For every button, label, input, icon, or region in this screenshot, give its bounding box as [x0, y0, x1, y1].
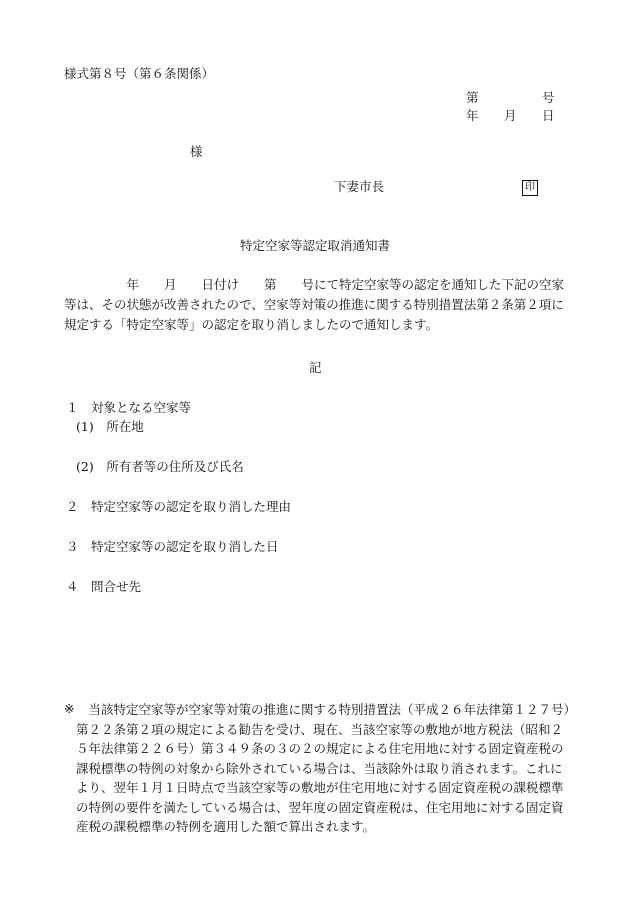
item-4: ４ 問合せ先 [66, 579, 142, 594]
note-paragraph [76, 700, 576, 837]
item-3: ３ 特定空家等の認定を取り消した日 [66, 539, 279, 554]
date-year-label: 年 [466, 108, 479, 123]
addressee-suffix: 様 [190, 144, 203, 159]
note-line: ５年法律第２２６号）第３４９条の３の２の規定による住宅用地に対する固定資産税の [76, 741, 564, 756]
note-line: 課税標準の特例の対象から除外されている場合は、当該除外は取り消されます。これに [76, 760, 563, 776]
document-number-suffix: 号 [542, 90, 555, 105]
item-1: １ 対象となる空家等 [66, 400, 192, 415]
form-label: 様式第８号（第６条関係） [64, 66, 215, 81]
note-mark: ※ [64, 701, 75, 716]
note-line: 第２２条第２項の規定による勧告を受け、現在、当該空家等の敷地が地方税法（昭和２ [76, 721, 564, 737]
note-line: 産税の課税標準の特例を適用した額で算出されます。 [76, 819, 376, 834]
ki-heading: 記 [309, 360, 322, 375]
sender-name: 下妻市長 [334, 179, 385, 194]
item-1-2: (2) 所有者等の住所及び氏名 [76, 459, 244, 474]
item-1-1: (1) 所在地 [76, 419, 144, 434]
seal-mark: 印 [522, 180, 538, 196]
item-2: ２ 特定空家等の認定を取り消した理由 [66, 499, 292, 514]
body-paragraph [64, 275, 572, 335]
body-line: 規定する「特定空家等」の認定を取り消しましたので通知します。 [64, 317, 439, 332]
note-line: の特例の要件を満たしている場合は、翌年度の固定資産税は、住宅用地に対する固定資 [76, 799, 564, 815]
body-line: 等は、その状態が改善されたので、空家等対策の推進に関する特別措置法第２条第２項に [64, 297, 564, 312]
body-line: 年 月 日付け 第 号にて特定空家等の認定を通知した下記の空家 [64, 277, 565, 292]
note-line: 当該特定空家等が空家等対策の推進に関する特別措置法（平成２６年法律第１２７号） [76, 702, 577, 717]
document-title: 特定空家等認定取消通知書 [240, 238, 391, 253]
date-month-label: 月 [504, 108, 517, 123]
document-number-prefix: 第 [466, 90, 479, 105]
note-line: より、翌年１月１日時点で当該空家等の敷地が住宅用地に対する固定資産税の課税標準 [76, 780, 564, 795]
date-day-label: 日 [542, 108, 555, 123]
